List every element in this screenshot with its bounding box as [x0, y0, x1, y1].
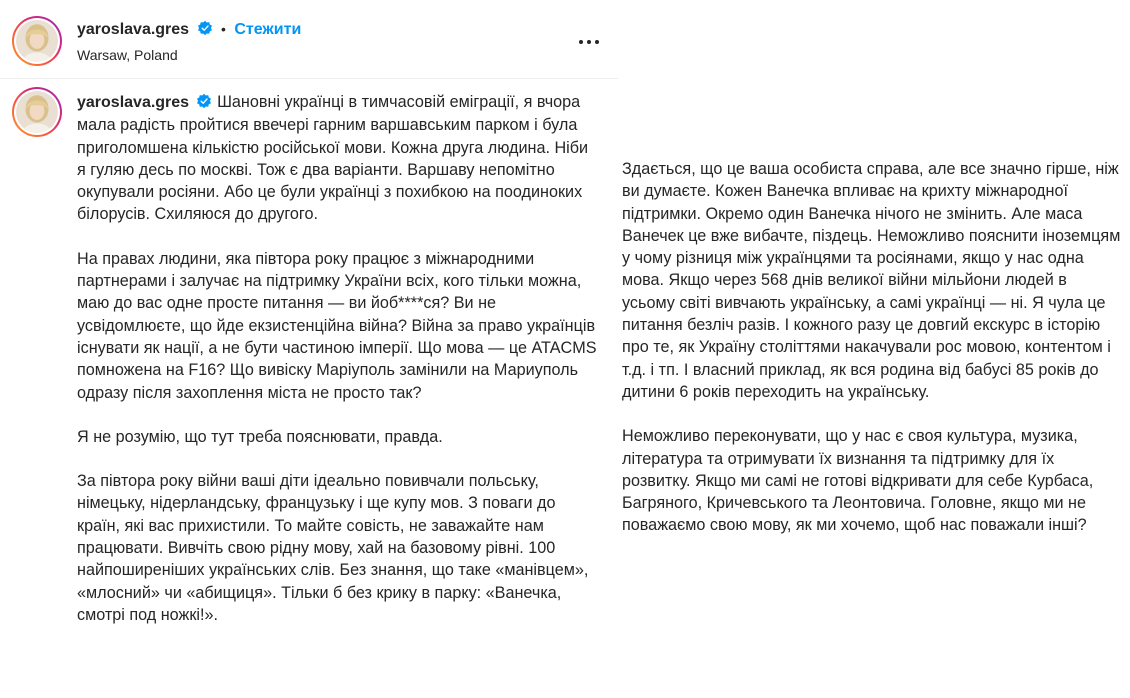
caption-author-avatar[interactable]: [12, 87, 62, 137]
caption-text: Шановні українці в тимчасовій еміграції, я вчора мала радість пройтися ввечері гарним варшавським парком і була приголомшена кількістю російської мови. Кожна друга людина. Ніби я гуляю десь по москві. Тож є два варіанти. Варшаву непомітно окупували росіяни. Або це були українці з похибкою на поодиноких білорусів. Схиляюся до другого.: [77, 93, 589, 224]
caption-paragraph: Здається, що це ваша особиста справа, але все значно гірше, ніж ви думаєте. Кожен Ванечка впливає на крихту міжнародної підтримки. Окремо один Ванечка нічого не змінить. Але маса Ванечек це вже вибачте, піздець. Неможливо пояснити іноземцям у чому різниця між українцями та росіянами, якщо у нас одна мова. Якщо через 568 днів великої війни мільйони людей в усьому світі вивчають українську, а самі українці — ні. Я чула це питання безліч разів. І кожного разу це довгий екскурс в історію про те, як Україну століттями накачували рос мовою, контентом і т.д. і тп. І власний приклад, як вся родина від бабусі 85 років до дитини 6 років переходить на українську.: [622, 160, 1121, 401]
post-header: [0, 0, 618, 79]
caption-paragraph: Неможливо переконувати, що у нас є своя культура, музика, література та отримувати їх визнання та підтримку для їх розвитку. Якщо ми самі не готові відкривати для себе Курбаса, Багряного, Кричевського та Леонтовича. Головне, якщо ми не поважаємо свою мову, як ми хочемо, щоб нас поважали інші?: [622, 427, 1094, 535]
header-username[interactable]: yaroslava.gres: [77, 21, 190, 38]
caption-continuation: [622, 158, 1122, 559]
separator-dot: •: [220, 21, 226, 37]
caption-paragraph: Я не розумію, що тут треба пояснювати, правда.: [77, 427, 443, 446]
avatar-image: [16, 91, 58, 133]
more-options-icon[interactable]: [574, 32, 604, 52]
profile-avatar[interactable]: [12, 16, 62, 66]
header-line: [77, 20, 301, 39]
verified-badge-icon: [196, 93, 212, 109]
caption-username[interactable]: yaroslava.gres: [77, 94, 190, 111]
post-location[interactable]: Warsaw, Poland: [77, 47, 178, 63]
avatar-image: [16, 20, 58, 62]
post-caption: [77, 91, 597, 648]
caption-paragraph: На правах людини, яка півтора року працює з міжнародними партнерами і залучає на підтримку України всіх, кого тільки можна, маю до вас одне просте питання — ви йоб****ся? Ви не усвідомлюєте, що йде екзистенційна війна? Війна за право українців існувати як нації, а не бути частиною імперії. Що мова — це ATACMS помножена на F16? Що вивіску Маріуполь замінили на Мариуполь одразу після захоплення міста не просто так?: [77, 249, 597, 402]
follow-button[interactable]: Стежити: [234, 21, 302, 38]
caption-paragraph: За півтора року війни ваші діти ідеально повивчали польську, німецьку, нідерландську, французьку і ще купу мов. З поваги до країн, які вас прихистили. То майте совість, не заважайте нам працювати. Вивчіть свою рідну мову, хай на базовому рівні. 100 найпоширеніших українських слів. Без знання, що таке «манівцем», «млосний» чи «абищиця». Тільки б без крику в парку: «Ванечка, смотрі под ножкі!».: [77, 472, 589, 624]
verified-badge-icon: [197, 20, 213, 36]
caption-paragraph: [77, 91, 597, 226]
